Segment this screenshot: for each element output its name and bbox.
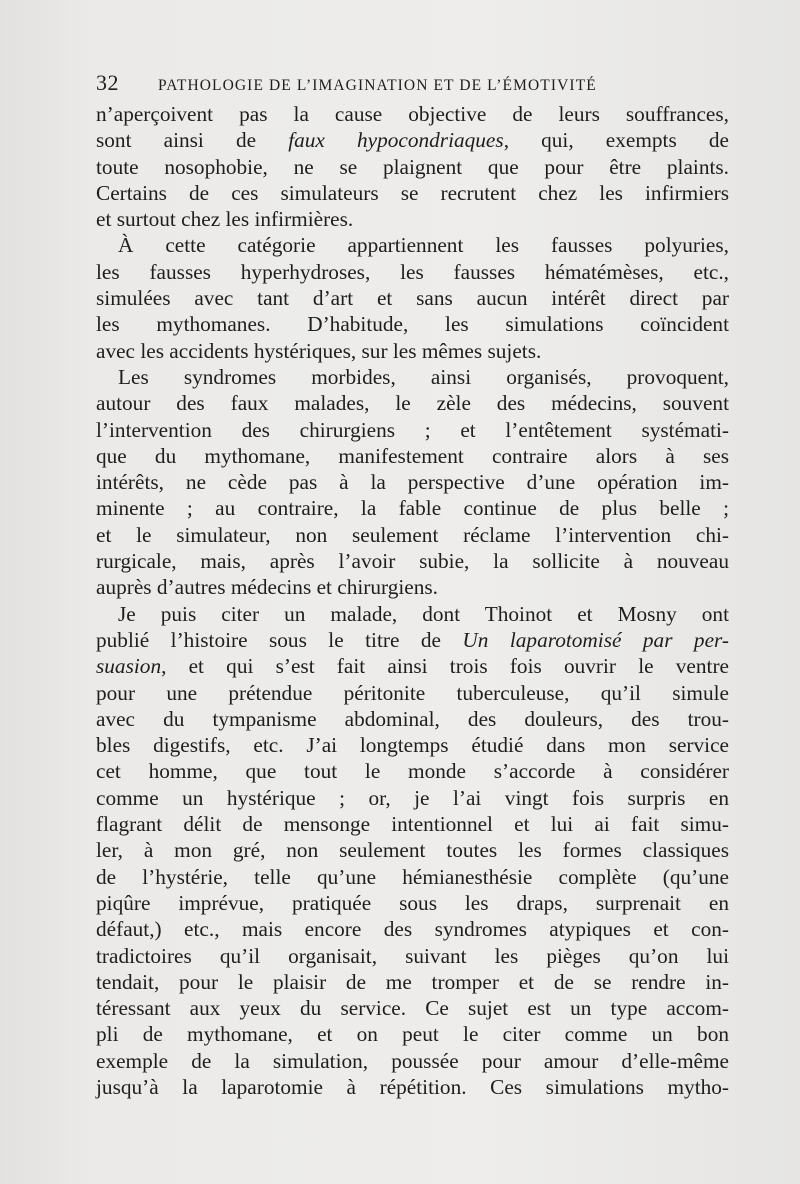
text-segment: bles digestifs, etc. J’ai longtemps étudié dans mon service [96, 733, 729, 758]
text-segment: autour des faux malades, le zèle des médecins, souvent [96, 391, 729, 416]
text-segment: comme un hystérique ; or, je l’ai vingt fois surpris en [96, 785, 729, 810]
text-segment: pli de mythomane, et on peut le citer comme un bon [96, 1022, 729, 1047]
body-text [96, 101, 729, 1100]
text-segment: Je puis citer un malade, dont Thoinot et Mosny ont [118, 601, 729, 626]
text-segment: publié l’histoire sous le titre de [96, 627, 463, 652]
text-segment: ler, à mon gré, non seulement toutes les formes classiques [96, 838, 729, 863]
text-segment: l’intervention des chirurgiens ; et l’entêtement systémati- [96, 417, 729, 442]
text-line [96, 548, 729, 574]
text-segment: cet homme, que tout le monde s’accorde à considérer [96, 759, 729, 784]
text-line [96, 364, 729, 390]
text-segment: avec les accidents hystériques, sur les mêmes sujets. [96, 338, 542, 363]
text-segment: les mythomanes. D’habitude, les simulations coïncident [96, 312, 729, 337]
text-line [96, 601, 729, 627]
text-line [96, 101, 729, 127]
text-line [96, 1048, 729, 1074]
text-segment: avec du tympanisme abdominal, des douleurs, des trou- [96, 706, 729, 731]
text-segment: Les syndromes morbides, ainsi organisés, provoquent, [118, 364, 729, 389]
text-segment: exemple de la simulation, poussée pour amour d’elle-même [96, 1048, 729, 1073]
text-segment: téressant aux yeux du service. Ce sujet est un type accom- [96, 996, 729, 1021]
text-line [96, 890, 729, 916]
text-line [96, 1074, 729, 1100]
text-segment: que du mythomane, manifestement contraire alors à ses [96, 443, 729, 468]
text-line [96, 417, 729, 443]
text-line [96, 706, 729, 732]
text-segment: pour une prétendue péritonite tuberculeuse, qu’il simule [96, 680, 729, 705]
text-line [96, 206, 729, 232]
text-line [96, 232, 729, 258]
text-segment: rurgicale, mais, après l’avoir subie, la sollicite à nouveau [96, 549, 729, 574]
text-segment: tendait, pour le plaisir de me tromper et de se rendre in- [96, 969, 729, 994]
text-segment: et le simulateur, non seulement réclame l’intervention chi- [96, 522, 729, 547]
text-line [96, 259, 729, 285]
text-segment: tradictoires qu’il organisait, suivant les pièges qu’on lui [96, 943, 729, 968]
text-segment: toute nosophobie, ne se plaignent que pour être plaints. [96, 154, 729, 179]
text-segment: auprès d’autres médecins et chirurgiens. [96, 575, 439, 600]
page-header [96, 70, 736, 96]
text-segment: , et qui s’est fait ainsi trois fois ouvrir le ventre [161, 654, 729, 679]
text-line [96, 680, 729, 706]
text-line [96, 969, 729, 995]
text-line [96, 837, 729, 863]
text-line [96, 758, 729, 784]
text-line [96, 995, 729, 1021]
text-line [96, 864, 729, 890]
text-segment: À cette catégorie appartiennent les fausses polyuries, [118, 233, 729, 258]
text-line [96, 443, 729, 469]
text-line [96, 285, 729, 311]
text-line [96, 311, 729, 337]
text-line [96, 916, 729, 942]
text-line [96, 732, 729, 758]
text-line [96, 811, 729, 837]
text-line [96, 495, 729, 521]
text-segment: jusqu’à la laparotomie à répétition. Ces simulations mytho- [96, 1074, 729, 1099]
text-line [96, 154, 729, 180]
text-segment: minente ; au contraire, la fable continue de plus belle ; [96, 496, 729, 521]
text-segment: n’aperçoivent pas la cause objective de leurs souffrances, [96, 102, 729, 126]
text-line [96, 180, 729, 206]
text-segment: piqûre imprévue, pratiquée sous les draps, surprenait en [96, 890, 729, 915]
text-line [96, 574, 729, 600]
italic-text: Un laparotomisé par per- [462, 627, 729, 652]
text-line [96, 469, 729, 495]
text-segment: sont ainsi de [96, 128, 289, 153]
page-number: 32 [96, 70, 119, 95]
text-line [96, 127, 729, 153]
text-line [96, 1021, 729, 1047]
text-segment: Certains de ces simulateurs se recrutent chez les infirmiers [96, 180, 729, 205]
text-line [96, 943, 729, 969]
text-segment: et surtout chez les infirmières. [96, 207, 354, 232]
text-segment: défaut,) etc., mais encore des syndromes atypiques et con- [96, 917, 729, 942]
text-segment: intérêts, ne cède pas à la perspective d’une opération im- [96, 470, 729, 495]
running-title: PATHOLOGIE DE L’IMAGINATION ET DE L’ÉMOTIVITÉ [158, 77, 597, 94]
italic-text: faux hypocondriaques [288, 128, 504, 153]
text-line [96, 627, 729, 653]
text-line [96, 522, 729, 548]
italic-text: suasion [96, 654, 162, 679]
text-line [96, 390, 729, 416]
text-segment: les fausses hyperhydroses, les fausses hématémèses, etc., [96, 259, 729, 284]
text-line [96, 653, 729, 679]
text-segment: de l’hystérie, telle qu’une hémianesthésie complète (qu’une [96, 864, 729, 889]
text-segment: flagrant délit de mensonge intentionnel et lui ai fait simu- [96, 812, 729, 837]
text-segment: , qui, exempts de [503, 128, 729, 153]
text-line [96, 338, 729, 364]
text-line [96, 785, 729, 811]
text-segment: simulées avec tant d’art et sans aucun intérêt direct par [96, 286, 729, 311]
